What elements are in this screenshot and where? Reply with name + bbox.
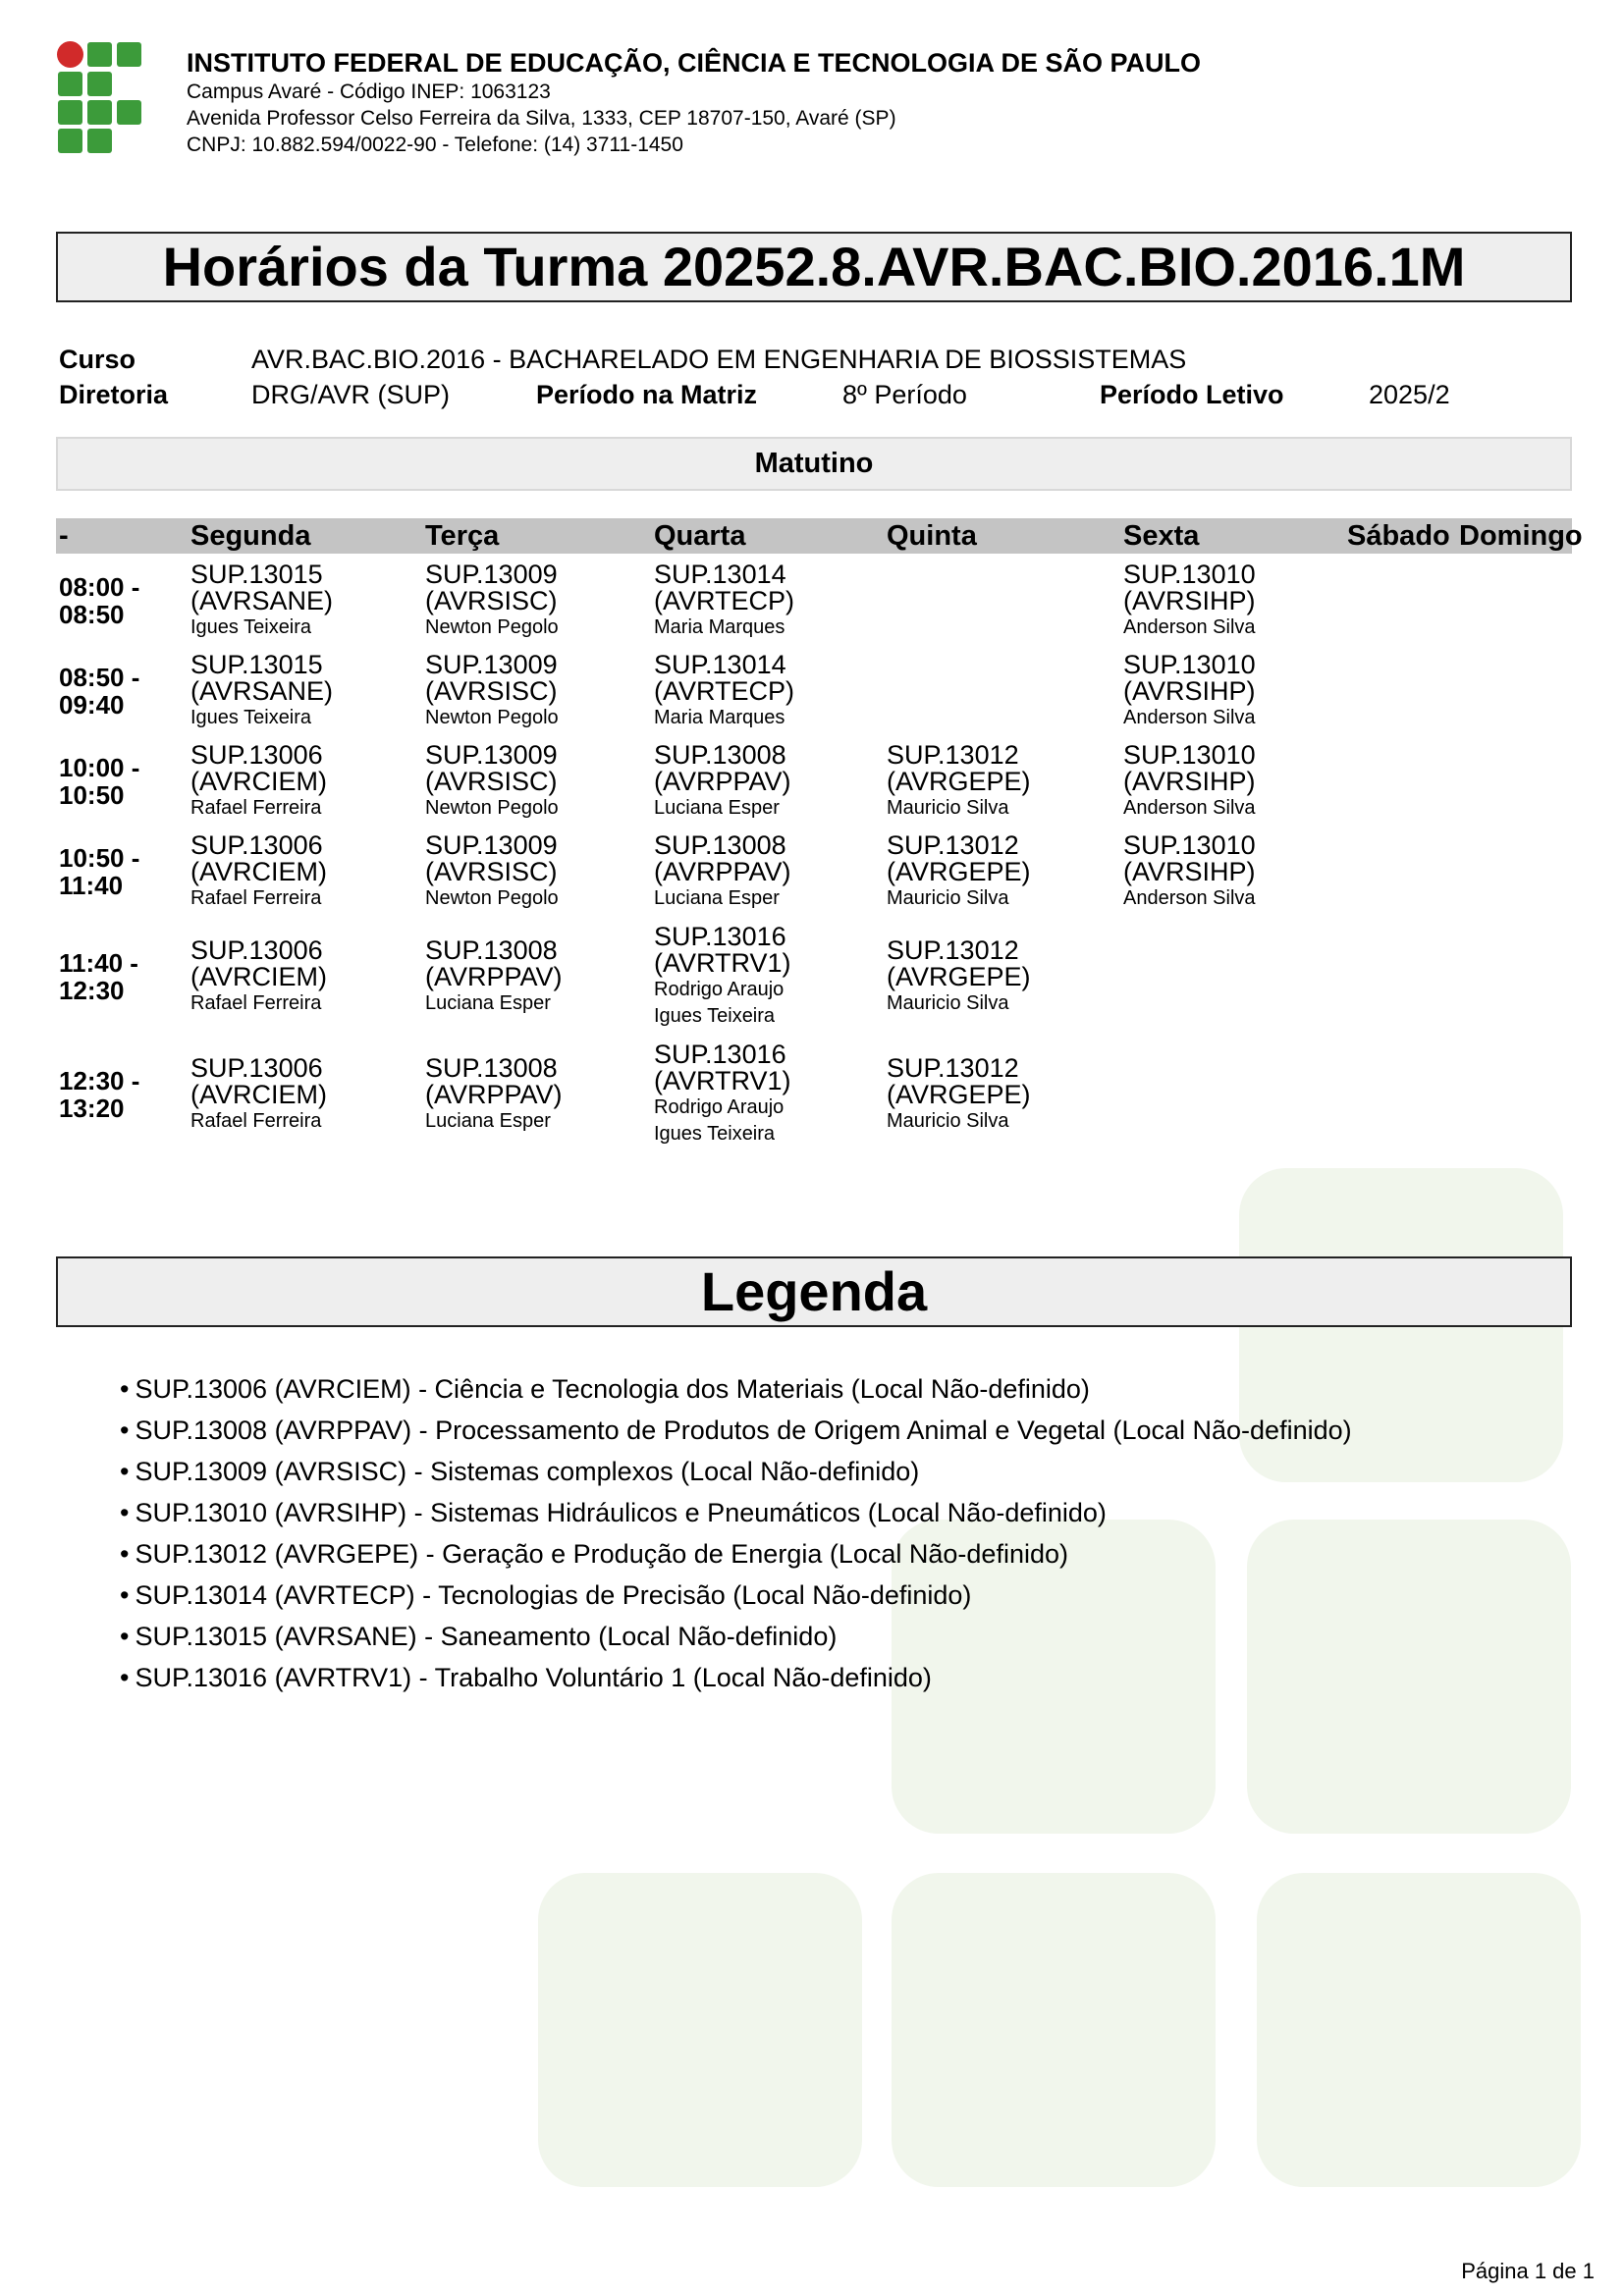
class-cell: [887, 739, 1112, 822]
class-code: SUP.13010: [1123, 649, 1256, 679]
teacher-name: Anderson Silva: [1123, 615, 1256, 638]
teacher-name: Igues Teixeira: [190, 615, 312, 638]
class-cell: [425, 829, 651, 912]
legend-item: • SUP.13006 (AVRCIEM) - Ciência e Tecnologia dos Materiais (Local Não-definido): [120, 1368, 1352, 1410]
curso-label: Curso: [59, 345, 136, 374]
class-cell: [425, 1052, 651, 1135]
header-cell: Sábado: [1347, 520, 1450, 552]
class-abbr: (AVRTECP): [654, 675, 795, 706]
class-abbr: (AVRTRV1): [654, 948, 791, 978]
class-abbr: (AVRCIEM): [190, 856, 327, 886]
class-cell: [654, 924, 880, 1030]
time-slot: [59, 844, 177, 899]
teacher-name: Anderson Silva: [1123, 886, 1256, 909]
class-code: SUP.13015: [190, 649, 323, 679]
teacher-name: Igues Teixeira: [654, 1123, 776, 1145]
time-start: 10:50 -: [59, 843, 140, 873]
class-cell: [425, 739, 651, 822]
logo-red-dot: [57, 41, 83, 68]
class-code: SUP.13009: [425, 739, 558, 770]
time-slot: [59, 754, 177, 809]
teacher-name: Newton Pegolo: [425, 796, 559, 819]
class-abbr: (AVRSIHP): [1123, 856, 1256, 886]
class-code: SUP.13008: [654, 829, 786, 860]
institution-contact: CNPJ: 10.882.594/0022-90 - Telefone: (14) 3711-1450: [187, 133, 683, 156]
class-code: SUP.13012: [887, 1052, 1019, 1083]
class-code: SUP.13012: [887, 829, 1019, 860]
class-cell: [190, 561, 416, 641]
time-end: 09:40: [59, 690, 125, 720]
periodo-letivo-label: Período Letivo: [1100, 380, 1284, 409]
teacher-name: Luciana Esper: [654, 886, 780, 909]
header-cell: Sexta: [1123, 520, 1200, 552]
time-end: 08:50: [59, 600, 125, 629]
class-abbr: (AVRGEPE): [887, 766, 1031, 796]
teacher-name: Newton Pegolo: [425, 615, 559, 638]
class-abbr: (AVRGEPE): [887, 1079, 1031, 1109]
class-cell: [190, 649, 416, 731]
class-cell: [654, 561, 880, 641]
legend-item: • SUP.13014 (AVRTECP) - Tecnologias de Precisão (Local Não-definido): [120, 1575, 1352, 1616]
header-cell: Quarta: [654, 520, 746, 552]
teacher-name: Rafael Ferreira: [190, 991, 322, 1014]
class-code: SUP.13014: [654, 559, 786, 589]
teacher-name: Igues Teixeira: [190, 706, 312, 728]
teacher-name: Rodrigo Araujo: [654, 1096, 785, 1118]
header-cell: Quinta: [887, 520, 977, 552]
class-abbr: (AVRSANE): [190, 675, 334, 706]
time-slot: [59, 1067, 177, 1122]
header-cell: Segunda: [190, 520, 311, 552]
time-end: 11:40: [59, 871, 124, 900]
teacher-name: Newton Pegolo: [425, 706, 559, 728]
class-cell: [654, 829, 880, 912]
class-code: SUP.13008: [654, 739, 786, 770]
class-abbr: (AVRSISC): [425, 766, 558, 796]
class-cell: [887, 934, 1112, 1017]
class-code: SUP.13012: [887, 739, 1019, 770]
teacher-name: Maria Marques: [654, 615, 785, 638]
class-abbr: (AVRTECP): [654, 585, 795, 615]
teacher-name: Rafael Ferreira: [190, 886, 322, 909]
teacher-name: Maria Marques: [654, 706, 785, 728]
class-cell: [1123, 561, 1349, 641]
legend-item: • SUP.13012 (AVRGEPE) - Geração e Produção de Energia (Local Não-definido): [120, 1533, 1352, 1575]
teacher-name: Anderson Silva: [1123, 796, 1256, 819]
class-code: SUP.13009: [425, 829, 558, 860]
class-code: SUP.13009: [425, 649, 558, 679]
teacher-name: Newton Pegolo: [425, 886, 559, 909]
page-number: Página 1 de 1: [1461, 2259, 1595, 2283]
legend-item: • SUP.13010 (AVRSIHP) - Sistemas Hidráulicos e Pneumáticos (Local Não-definido): [120, 1492, 1352, 1533]
class-code: SUP.13016: [654, 1040, 786, 1069]
class-code: SUP.13010: [1123, 739, 1256, 770]
teacher-name: Igues Teixeira: [654, 1005, 776, 1027]
institution-header: [187, 47, 1201, 158]
class-abbr: (AVRCIEM): [190, 1079, 327, 1109]
class-abbr: (AVRPPAV): [425, 961, 563, 991]
class-code: SUP.13008: [425, 934, 558, 965]
time-slot: [59, 664, 177, 719]
time-start: 10:00 -: [59, 753, 140, 782]
schedule-header-row: [56, 518, 1583, 554]
class-code: SUP.13006: [190, 934, 323, 965]
class-cell: [1123, 739, 1349, 822]
page-title: Horários da Turma 20252.8.AVR.BAC.BIO.2016.1M: [56, 232, 1572, 302]
class-abbr: (AVRPPAV): [654, 766, 791, 796]
teacher-name: Luciana Esper: [654, 796, 780, 819]
class-code: SUP.13009: [425, 559, 558, 589]
time-start: 08:50 -: [59, 663, 140, 692]
class-code: SUP.13015: [190, 559, 323, 589]
ifsp-logo-icon: [57, 41, 143, 153]
class-code: SUP.13008: [425, 1052, 558, 1083]
time-end: 13:20: [59, 1094, 125, 1123]
legend-title: Legenda: [56, 1256, 1572, 1327]
class-abbr: (AVRSIHP): [1123, 675, 1256, 706]
class-abbr: (AVRSIHP): [1123, 585, 1256, 615]
class-abbr: (AVRTRV1): [654, 1066, 791, 1095]
class-cell: [1123, 649, 1349, 731]
teacher-name: Mauricio Silva: [887, 991, 1009, 1014]
class-abbr: (AVRSISC): [425, 585, 558, 615]
shift-title: Matutino: [56, 437, 1572, 491]
class-cell: [190, 829, 416, 912]
class-code: SUP.13010: [1123, 829, 1256, 860]
class-abbr: (AVRSISC): [425, 856, 558, 886]
institution-name: INSTITUTO FEDERAL DE EDUCAÇÃO, CIÊNCIA E TECNOLOGIA DE SÃO PAULO: [187, 48, 1202, 78]
institution-campus: Campus Avaré - Código INEP: 1063123: [187, 80, 551, 103]
class-cell: [887, 1052, 1112, 1135]
time-start: 12:30 -: [59, 1066, 140, 1095]
class-code: SUP.13014: [654, 649, 786, 679]
legend-item: • SUP.13008 (AVRPPAV) - Processamento de Produtos de Origem Animal e Vegetal (Local Não-definido): [120, 1410, 1352, 1451]
class-abbr: (AVRPPAV): [425, 1079, 563, 1109]
time-end: 10:50: [59, 780, 125, 810]
teacher-name: Mauricio Silva: [887, 886, 1009, 909]
institution-address: Avenida Professor Celso Ferreira da Silva, 1333, CEP 18707-150, Avaré (SP): [187, 107, 896, 130]
class-abbr: (AVRPPAV): [654, 856, 791, 886]
class-cell: [654, 739, 880, 822]
diretoria-label: Diretoria: [59, 380, 169, 409]
class-code: SUP.13010: [1123, 559, 1256, 589]
legend-item: • SUP.13016 (AVRTRV1) - Trabalho Voluntário 1 (Local Não-definido): [120, 1657, 1352, 1698]
header-cell: -: [59, 520, 69, 552]
class-cell: [425, 934, 651, 1017]
class-cell: [887, 829, 1112, 912]
teacher-name: Luciana Esper: [425, 991, 551, 1014]
class-cell: [190, 739, 416, 822]
header-cell: Domingo: [1459, 520, 1583, 552]
class-code: SUP.13012: [887, 934, 1019, 965]
class-code: SUP.13016: [654, 922, 786, 951]
teacher-name: Mauricio Silva: [887, 796, 1009, 819]
class-code: SUP.13006: [190, 739, 323, 770]
teacher-name: Rafael Ferreira: [190, 796, 322, 819]
class-code: SUP.13006: [190, 1052, 323, 1083]
class-abbr: (AVRSISC): [425, 675, 558, 706]
legend-list: [120, 1368, 1352, 1698]
class-abbr: (AVRSIHP): [1123, 766, 1256, 796]
class-abbr: (AVRCIEM): [190, 961, 327, 991]
class-cell: [190, 1052, 416, 1135]
class-code: SUP.13006: [190, 829, 323, 860]
class-cell: [1123, 829, 1349, 912]
periodo-matriz-label: Período na Matriz: [536, 380, 758, 409]
class-cell: [654, 1041, 880, 1148]
class-abbr: (AVRGEPE): [887, 961, 1031, 991]
class-cell: [425, 561, 651, 641]
class-cell: [425, 649, 651, 731]
teacher-name: Luciana Esper: [425, 1109, 551, 1132]
time-start: 08:00 -: [59, 572, 140, 602]
time-slot: [59, 573, 177, 628]
class-cell: [190, 934, 416, 1017]
class-abbr: (AVRSANE): [190, 585, 334, 615]
class-abbr: (AVRCIEM): [190, 766, 327, 796]
time-slot: [59, 949, 177, 1004]
curso-value: AVR.BAC.BIO.2016 - BACHARELADO EM ENGENHARIA DE BIOSSISTEMAS: [251, 345, 1187, 374]
teacher-name: Mauricio Silva: [887, 1109, 1009, 1132]
teacher-name: Rodrigo Araujo: [654, 979, 785, 1000]
class-abbr: (AVRGEPE): [887, 856, 1031, 886]
time-start: 11:40 -: [59, 948, 138, 978]
teacher-name: Anderson Silva: [1123, 706, 1256, 728]
class-cell: [654, 649, 880, 731]
teacher-name: Rafael Ferreira: [190, 1109, 322, 1132]
legend-item: • SUP.13015 (AVRSANE) - Saneamento (Local Não-definido): [120, 1616, 1352, 1657]
header-cell: Terça: [425, 520, 500, 552]
legend-item: • SUP.13009 (AVRSISC) - Sistemas complexos (Local Não-definido): [120, 1451, 1352, 1492]
time-end: 12:30: [59, 976, 125, 1005]
diretoria-value: DRG/AVR (SUP): [251, 380, 451, 409]
periodo-letivo-value: 2025/2: [1369, 380, 1450, 409]
periodo-matriz-value: 8º Período: [842, 380, 967, 409]
